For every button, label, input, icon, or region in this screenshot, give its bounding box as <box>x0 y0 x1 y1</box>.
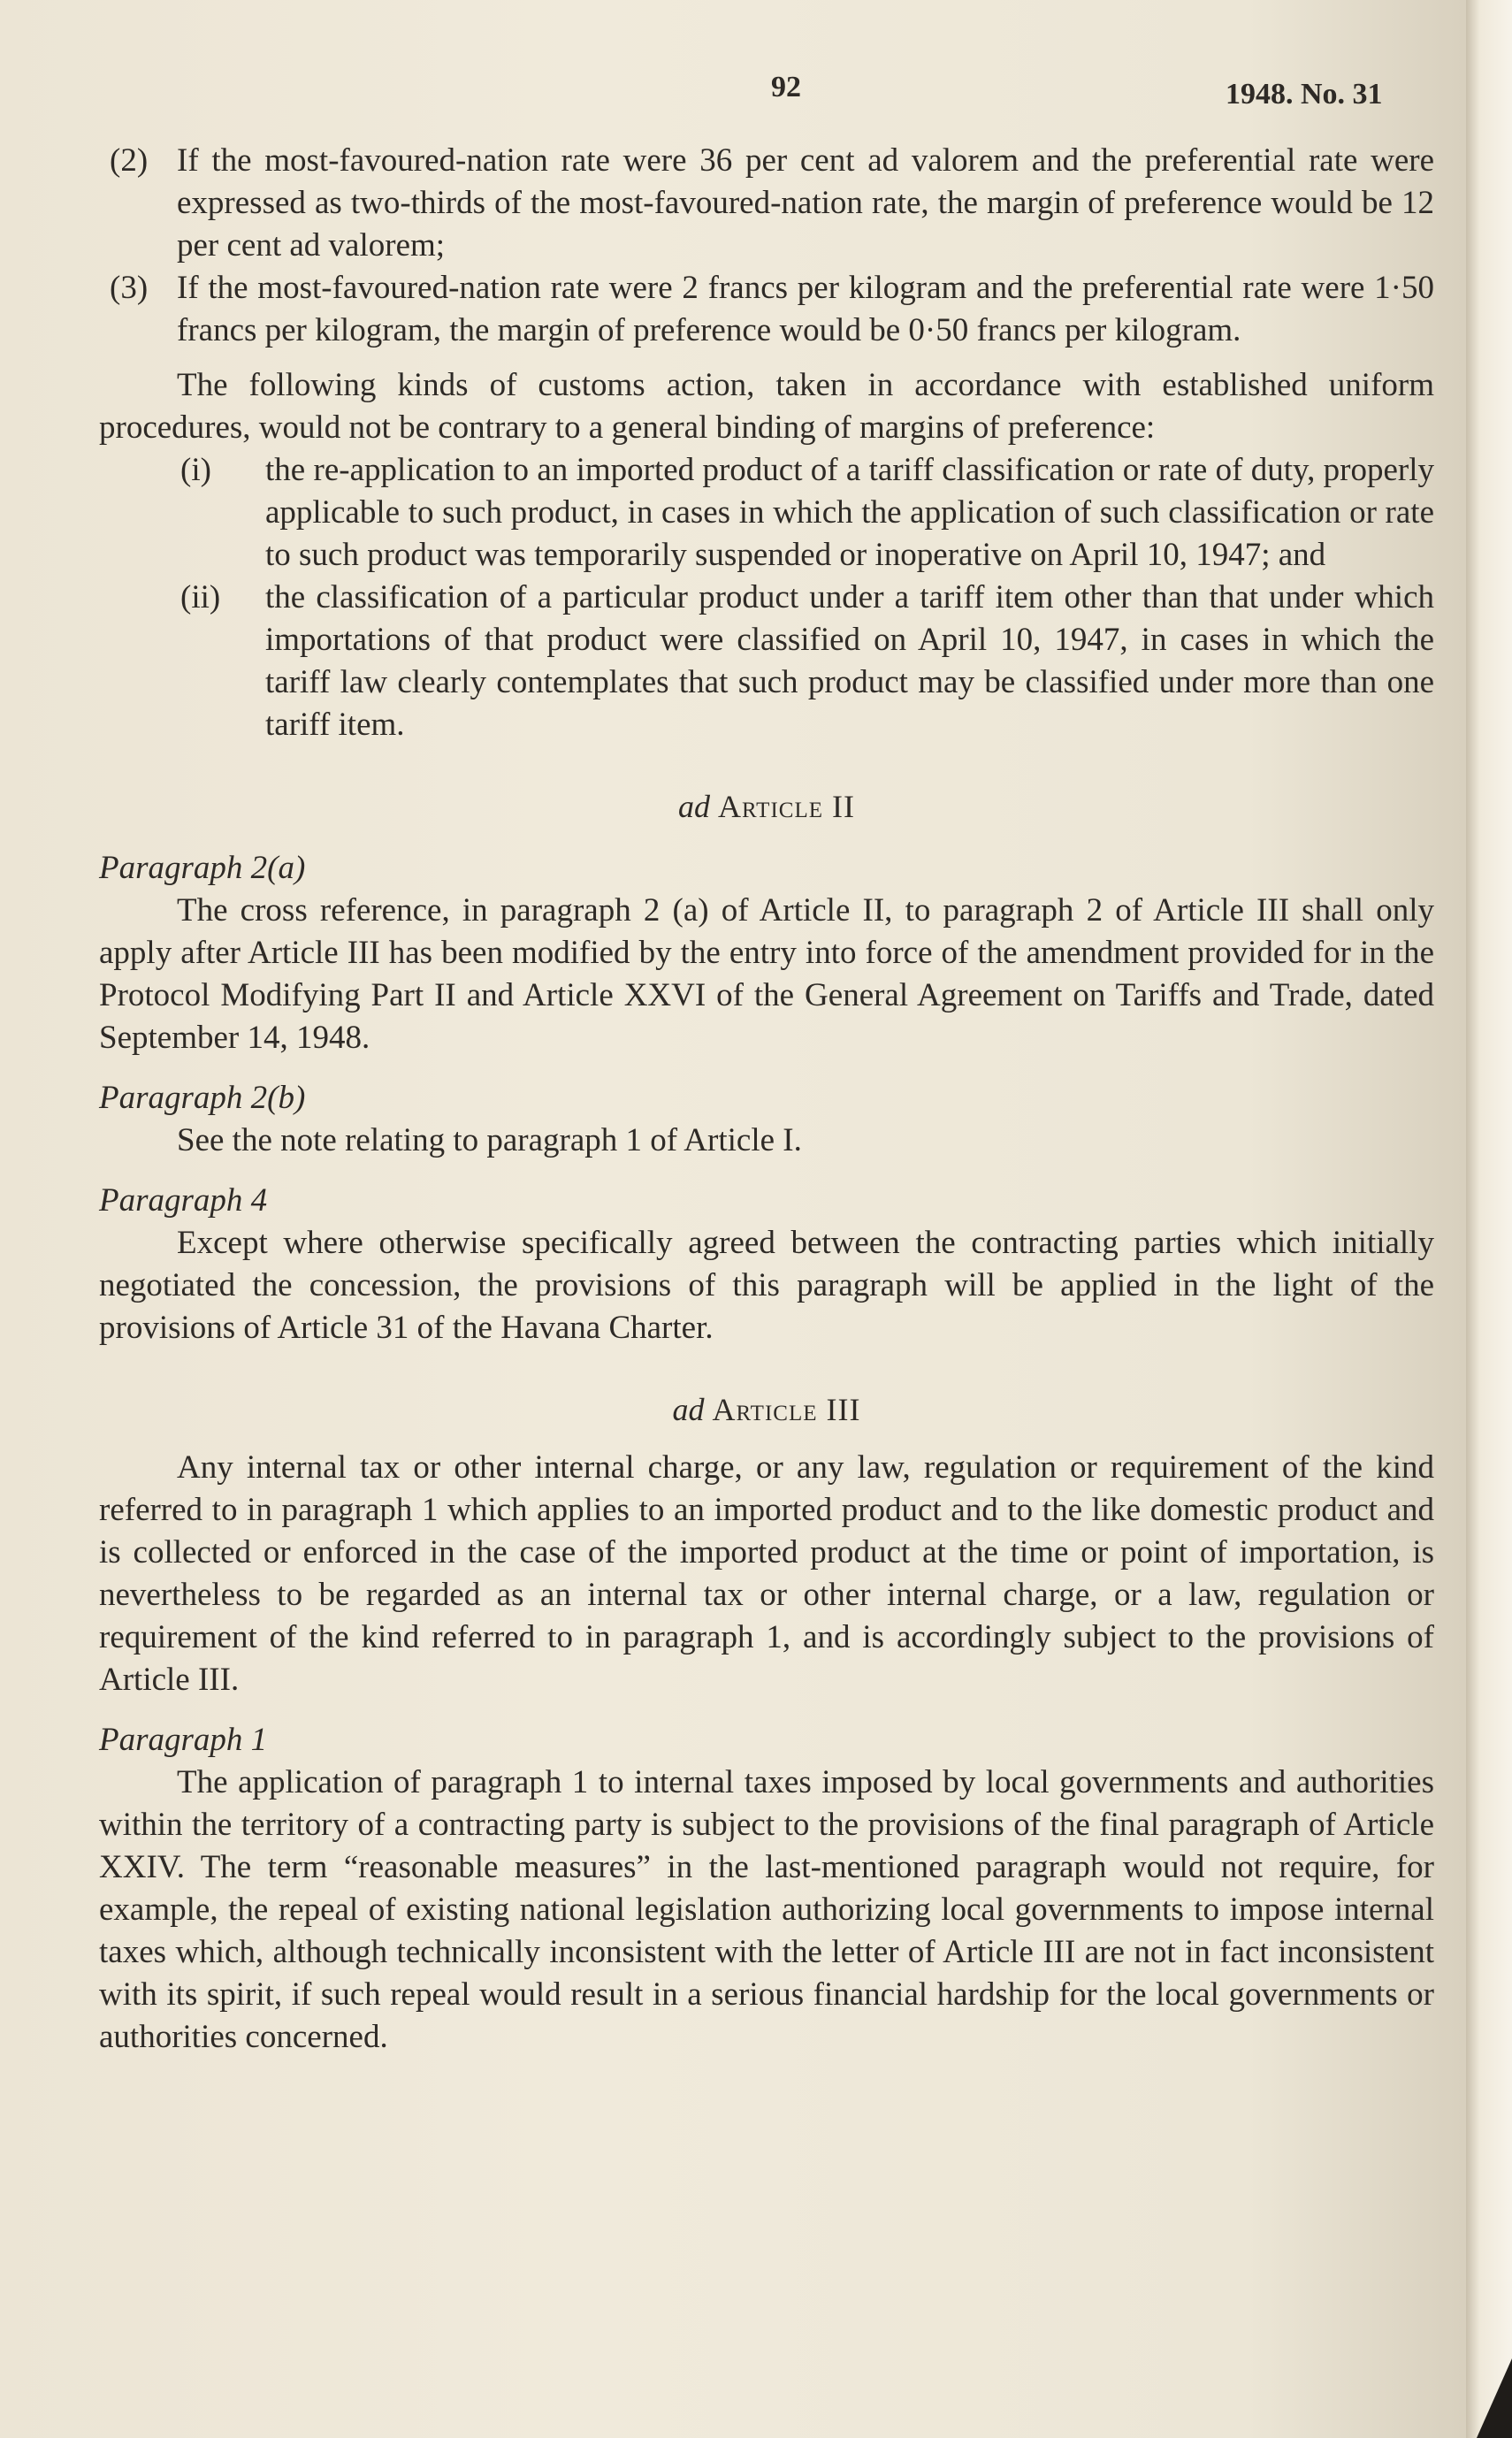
page-body <box>99 140 1434 2059</box>
section-article: Article III <box>712 1392 861 1427</box>
section-title <box>99 785 1434 828</box>
paragraph-text: See the note relating to paragraph 1 of Article I. <box>177 1122 802 1158</box>
section-intro: Any internal tax or other internal charge, or any law, regulation or requirement of the kind referred to in paragraph 1 which applies to an imported product and to the like domestic product and is collected or enforced in the case of the imported product at the time or point of importation, is nevertheless to be regarded as an internal tax or other internal charge, or a law, regulation or requirement of the kind referred to in paragraph 1, and is accordingly subject to the provisions of Article III. <box>99 1449 1434 1698</box>
running-head: 1948. No. 31 <box>1226 78 1383 111</box>
page-edge <box>1466 0 1512 2438</box>
customs-intro: The following kinds of customs action, taken in accordance with established uniform procedures, would not be contrary to a general binding of margins of preference: <box>99 367 1434 446</box>
item-number: (i) <box>180 452 211 488</box>
page-number: 92 <box>771 71 801 103</box>
paragraph-text: The application of paragraph 1 to internal taxes imposed by local governments and authorities within the territory of a contracting party is subject to the provisions of the final paragraph of Article XXIV. The term “reasonable measures” in the last-mentioned paragraph would not require, for example, the repeal of existing national legislation authorizing local governments to impose internal taxes which, although technically inconsistent with the letter of Article III are not in fact inconsistent with its spirit, if such repeal would result in a serious financial hardship for the local governments or authorities concerned. <box>99 1764 1434 2055</box>
item-number: (3) <box>110 270 149 306</box>
list-item <box>99 577 1434 746</box>
section-title <box>99 1388 1434 1431</box>
item-text: If the most-favoured-nation rate were 36 per cent ad valorem and the preferential rate were expressed as two-thirds of the most-favoured-nation rate, the margin of preference would be 12 per cent ad valorem; <box>177 142 1434 264</box>
paragraph-heading: Paragraph 2(a) <box>99 850 306 886</box>
section-prefix: ad <box>678 789 711 824</box>
section-prefix: ad <box>672 1392 705 1427</box>
page-header <box>0 71 1466 124</box>
paragraph-heading: Paragraph 4 <box>99 1182 268 1219</box>
item-text: the classification of a particular product under a tariff item other than that under which importations of that product were classified on April 10, 1947, in cases in which the tariff law clearly contemplates that such product may be classified under more than one tariff item. <box>265 579 1434 743</box>
list-item <box>99 267 1434 352</box>
paragraph-heading: Paragraph 2(b) <box>99 1080 306 1116</box>
item-text: the re-application to an imported product of a tariff classification or rate of duty, properly applicable to such product, in cases in which the application of such classification or rate to such product was temporarily suspended or inoperative on April 10, 1947; and <box>265 452 1434 573</box>
paragraph-text: The cross reference, in paragraph 2 (a) of Article II, to paragraph 2 of Article III shall only apply after Article III has been modified by the entry into force of the amendment provided for in the Protocol Modifying Part II and Article XXVI of the General Agreement on Tariffs and Trade, dated September 14, 1948. <box>99 892 1434 1056</box>
list-item <box>99 449 1434 577</box>
item-number: (ii) <box>180 579 221 615</box>
paragraph-heading: Paragraph 1 <box>99 1722 268 1758</box>
item-text: If the most-favoured-nation rate were 2 francs per kilogram and the preferential rate were 1·50 francs per kilogram, the margin of preference would be 0·50 francs per kilogram. <box>177 270 1434 348</box>
list-item <box>99 140 1434 267</box>
paragraph-text: Except where otherwise specifically agreed between the contracting parties which initially negotiated the concession, the provisions of this paragraph will be applied in the light of the provisions of Article 31 of the Havana Charter. <box>99 1225 1434 1346</box>
section-article: Article II <box>718 789 855 824</box>
binding-mark <box>1477 2358 1512 2438</box>
item-number: (2) <box>110 142 149 179</box>
